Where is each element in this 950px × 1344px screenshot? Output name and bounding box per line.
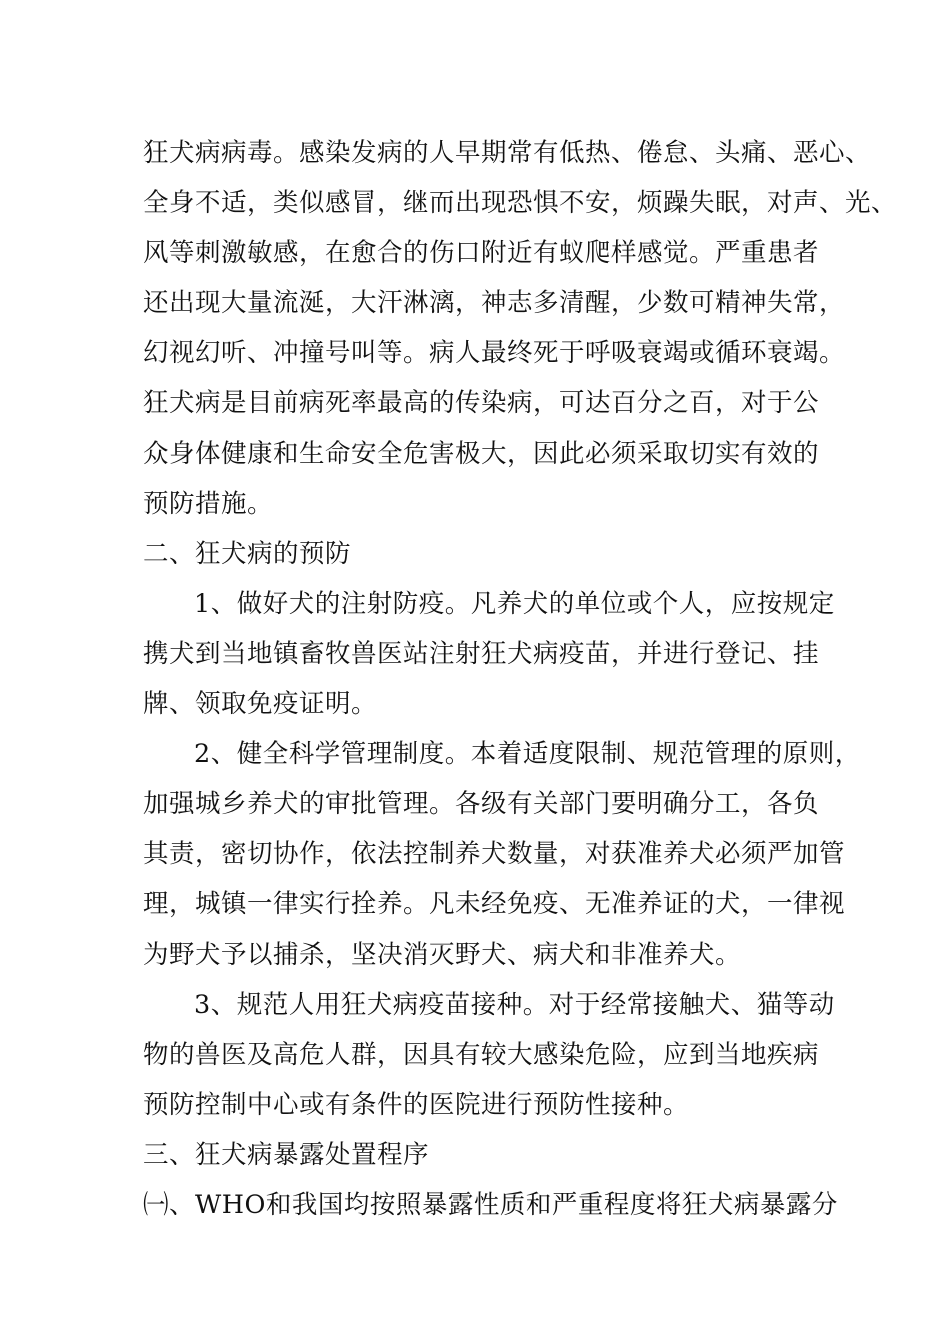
paragraph-line: 全身不适，类似感冒，继而出现恐惧不安，烦躁失眠，对声、光、 [143, 188, 898, 219]
paragraph-line: 幻视幻听、冲撞号叫等。病人最终死于呼吸衰竭或循环衰竭。 [143, 338, 846, 369]
paragraph-line: 为野犬予以捕杀，坚决消灭野犬、病犬和非准养犬。 [143, 939, 742, 970]
paragraph-line: ㈠、WHO和我国均按照暴露性质和严重程度将狂犬病暴露分 [143, 1189, 838, 1220]
paragraph-line: 还出现大量流涎，大汗淋漓，神志多清醒，少数可精神失常， [143, 288, 846, 319]
paragraph-line: 众身体健康和生命安全危害极大，因此必须采取切实有效的 [143, 438, 820, 469]
paragraph-line: 携犬到当地镇畜牧兽医站注射狂犬病疫苗，并进行登记、挂 [143, 638, 820, 669]
document-body [143, 128, 898, 1230]
list-item-line: 3、规范人用狂犬病疫苗接种。对于经常接触犬、猫等动 [194, 989, 835, 1020]
paragraph-line: 预防措施。 [143, 488, 274, 519]
section-heading-exposure: 三、狂犬病暴露处置程序 [143, 1139, 430, 1170]
paragraph-line: 其责，密切协作，依法控制养犬数量，对获准养犬必须严加管 [143, 839, 846, 870]
paragraph-line: 狂犬病是目前病死率最高的传染病，可达百分之百，对于公 [143, 388, 820, 419]
paragraph-line: 狂犬病病毒。感染发病的人早期常有低热、倦怠、头痛、恶心、 [143, 138, 872, 168]
paragraph-line: 加强城乡养犬的审批管理。各级有关部门要明确分工，各负 [143, 789, 820, 820]
paragraph-line: 牌、领取免疫证明。 [143, 689, 378, 720]
section-heading-prevention: 二、狂犬病的预防 [143, 538, 352, 569]
paragraph-line: 预防控制中心或有条件的医院进行预防性接种。 [143, 1089, 690, 1120]
paragraph-line: 风等刺激敏感，在愈合的伤口附近有蚁爬样感觉。严重患者 [143, 238, 820, 269]
list-item-line: 2、健全科学管理制度。本着适度限制、规范管理的原则， [194, 739, 861, 770]
list-item-line: 1、做好犬的注射防疫。凡养犬的单位或个人，应按规定 [194, 588, 835, 619]
paragraph-line: 物的兽医及高危人群，因具有较大感染危险，应到当地疾病 [143, 1039, 820, 1070]
paragraph-line: 理，城镇一律实行拴养。凡未经免疫、无准养证的犬，一律视 [143, 889, 846, 920]
